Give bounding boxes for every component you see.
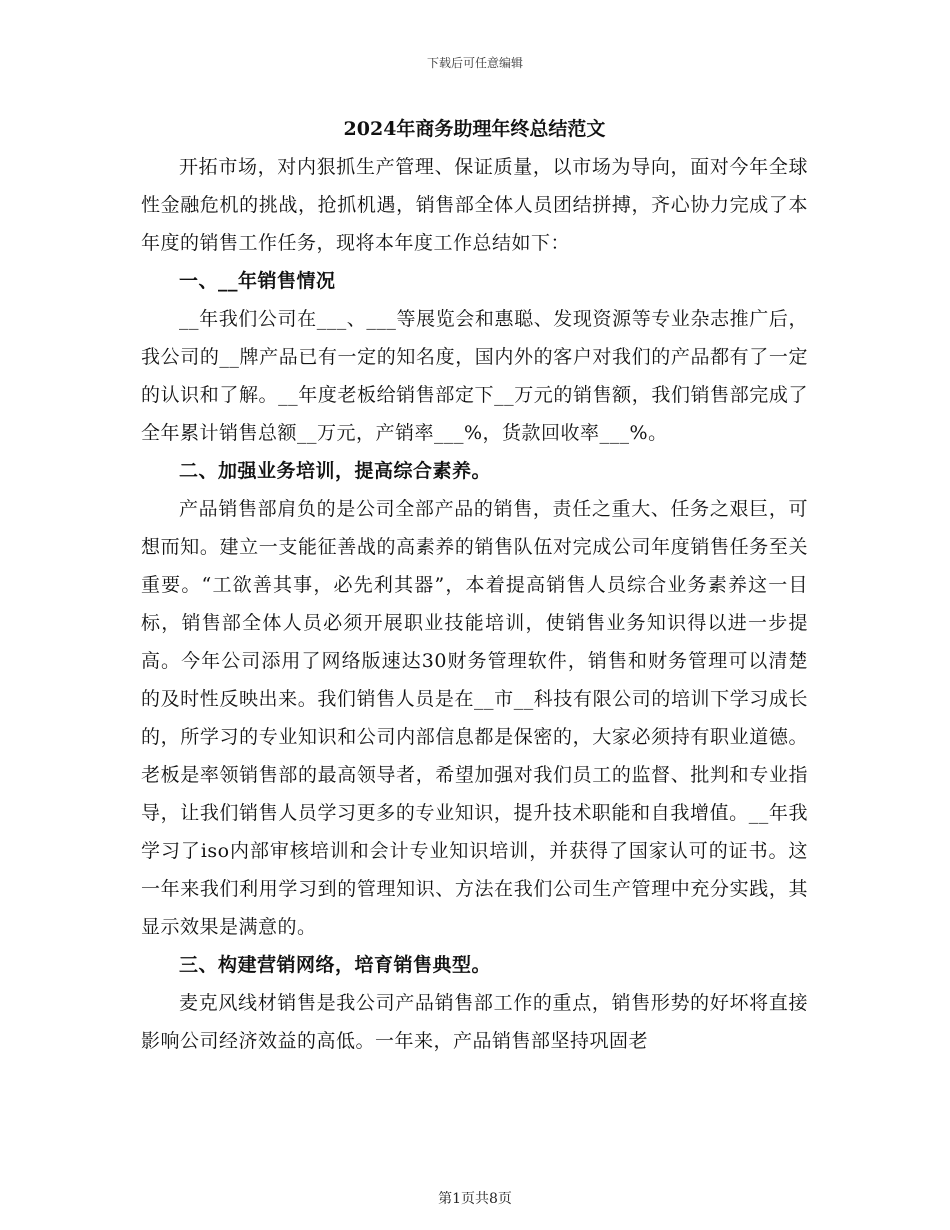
document-title: 2024年商务助理年终总结范文 bbox=[343, 118, 606, 140]
section-2-heading: 二、加强业务培训，提高综合素养。 bbox=[179, 460, 492, 482]
section-3-paragraph: 麦克风线材销售是我公司产品销售部工作的重点，销售形势的好坏将直接影响公司经济效益的高低。一年来，产品销售部坚持巩固老 bbox=[141, 992, 808, 1052]
section-3-heading: 三、构建营销网络，培育销售典型。 bbox=[179, 954, 492, 976]
section-1-heading: 一、__年销售情况 bbox=[179, 270, 336, 292]
section-2-paragraph: 产品销售部肩负的是公司全部产品的销售，责任之重大、任务之艰巨，可想而知。建立一支能征善战的高素养的销售队伍对完成公司年度销售任务至关重要。“工欲善其事，必先利其器”，本着提高销售人员综合业务素养这一目标，销售部全体人员必须开展职业技能培训，使销售业务知识得以进一步提高。今年公司添用了网络版速达30财务管理软件，销售和财务管理可以清楚的及时性反映出来。我们销售人员是在__市__科技有限公司的培训下学习成长的，所学习的专业知识和公司内部信息都是保密的，大家必须持有职业道德。老板是率领销售部的最高领导者，希望加强对我们员工的监督、批判和专业指导，让我们销售人员学习更多的专业知识，提升技术职能和自我增值。__年我学习了iso内部审核培训和会计专业知识培训，并获得了国家认可的证书。这一年来我们利用学习到的管理知识、方法在我们公司生产管理中充分实践，其显示效果是满意的。 bbox=[141, 498, 808, 938]
intro-paragraph: 开拓市场，对内狠抓生产管理、保证质量，以市场为导向，面对今年全球性金融危机的挑战，抢抓机遇，销售部全体人员团结拼搏，齐心协力完成了本年度的销售工作任务，现将本年度工作总结如下： bbox=[141, 156, 808, 254]
document-body bbox=[141, 110, 808, 1060]
section-1-paragraph: __年我们公司在___、___等展览会和惠聪、发现资源等专业杂志推广后，我公司的__牌产品已有一定的知名度，国内外的客户对我们的产品都有了一定的认识和了解。__年度老板给销售部定下__万元的销售额，我们销售部完成了全年累计销售总额__万元，产销率___%，货款回收率___%。 bbox=[141, 308, 808, 444]
page-header: 下载后可任意编辑 bbox=[426, 56, 523, 70]
page-footer: 第1页共8页 bbox=[438, 1191, 512, 1207]
